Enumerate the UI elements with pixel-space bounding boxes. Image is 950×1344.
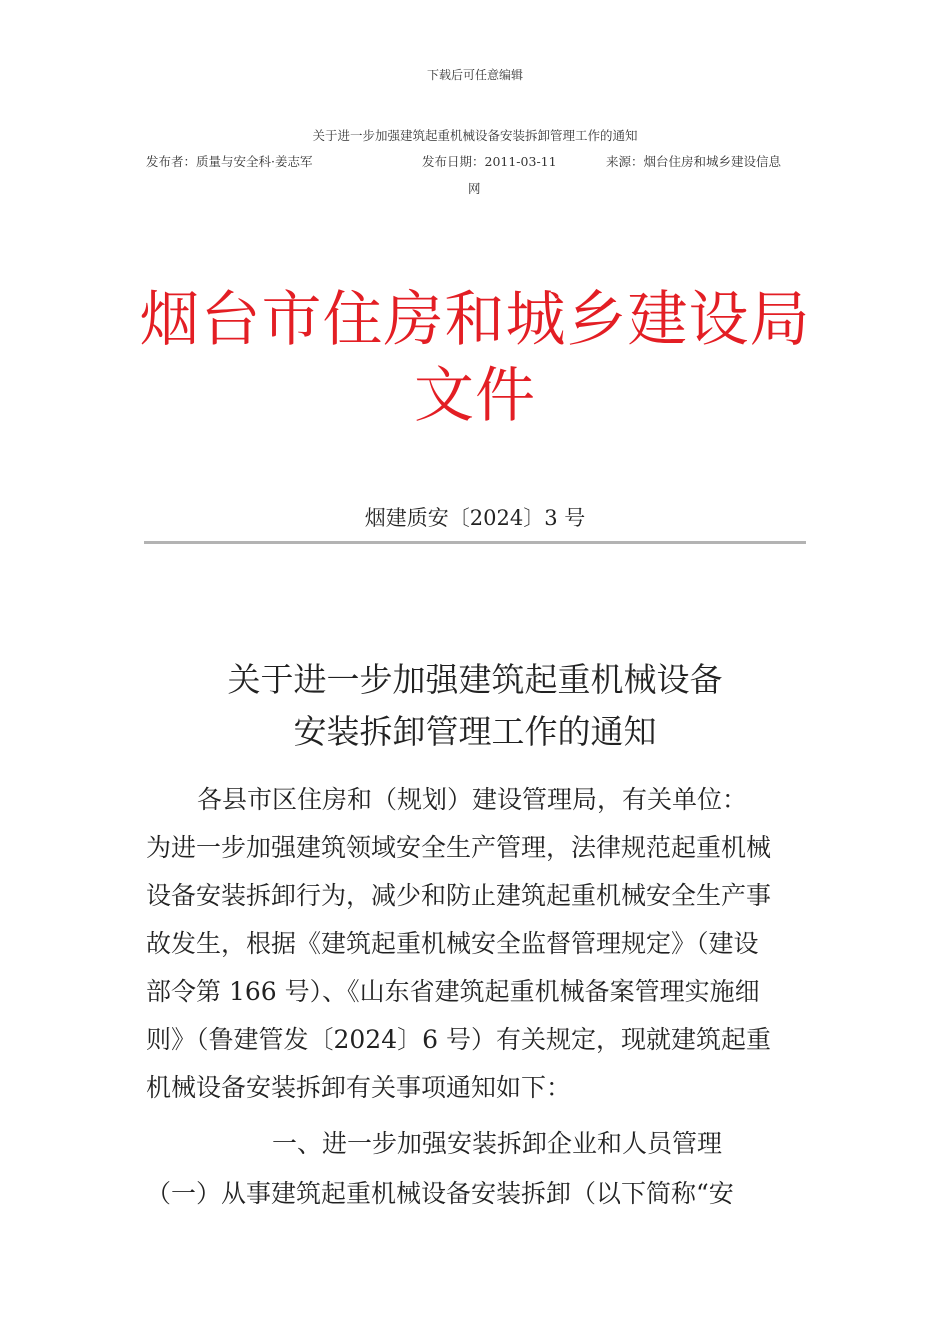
document-number: 烟建质安〔2024〕3 号	[364, 506, 586, 530]
body-line: 故发生，根据《建筑起重机械安全监督管理规定》（建设	[146, 929, 759, 958]
body-line: 设备安装拆卸行为，减少和防止建筑起重机械安全生产事	[146, 881, 772, 910]
source-info-continued: 网	[468, 181, 481, 196]
body-line: 机械设备安装拆卸有关事项通知如下：	[146, 1073, 572, 1102]
watermark-text: 下载后可任意编辑	[426, 68, 523, 82]
body-line: （一）从事建筑起重机械设备安装拆卸（以下简称“安	[146, 1179, 734, 1208]
header-divider	[144, 541, 806, 544]
section-heading-1: 一、进一步加强安装拆卸企业和人员管理	[272, 1129, 723, 1158]
document-head-line-1: 烟台市住房和城乡建设局	[139, 285, 811, 355]
body-line: 则》（鲁建管发〔2024〕6 号）有关规定，现就建筑起重	[146, 1025, 771, 1054]
web-page-title: 关于进一步加强建筑起重机械设备安装拆卸管理工作的通知	[312, 128, 638, 143]
salutation: 各县市区住房和（规划）建设管理局，有关单位：	[197, 785, 748, 814]
source-info: 来源：烟台住房和城乡建设信息	[606, 154, 782, 169]
notice-title-line-1: 关于进一步加强建筑起重机械设备	[227, 660, 723, 699]
publish-date: 发布日期：2011-03-11	[422, 154, 557, 169]
body-line: 部令第 166 号）、《山东省建筑起重机械备案管理实施细	[146, 977, 760, 1006]
document-head-line-2: 文件	[414, 361, 536, 431]
notice-title-line-2: 安装拆卸管理工作的通知	[293, 712, 657, 751]
publisher-info: 发布者：质量与安全科·姜志军	[146, 154, 313, 169]
body-line: 为进一步加强建筑领域安全生产管理，法律规范起重机械	[146, 833, 772, 862]
